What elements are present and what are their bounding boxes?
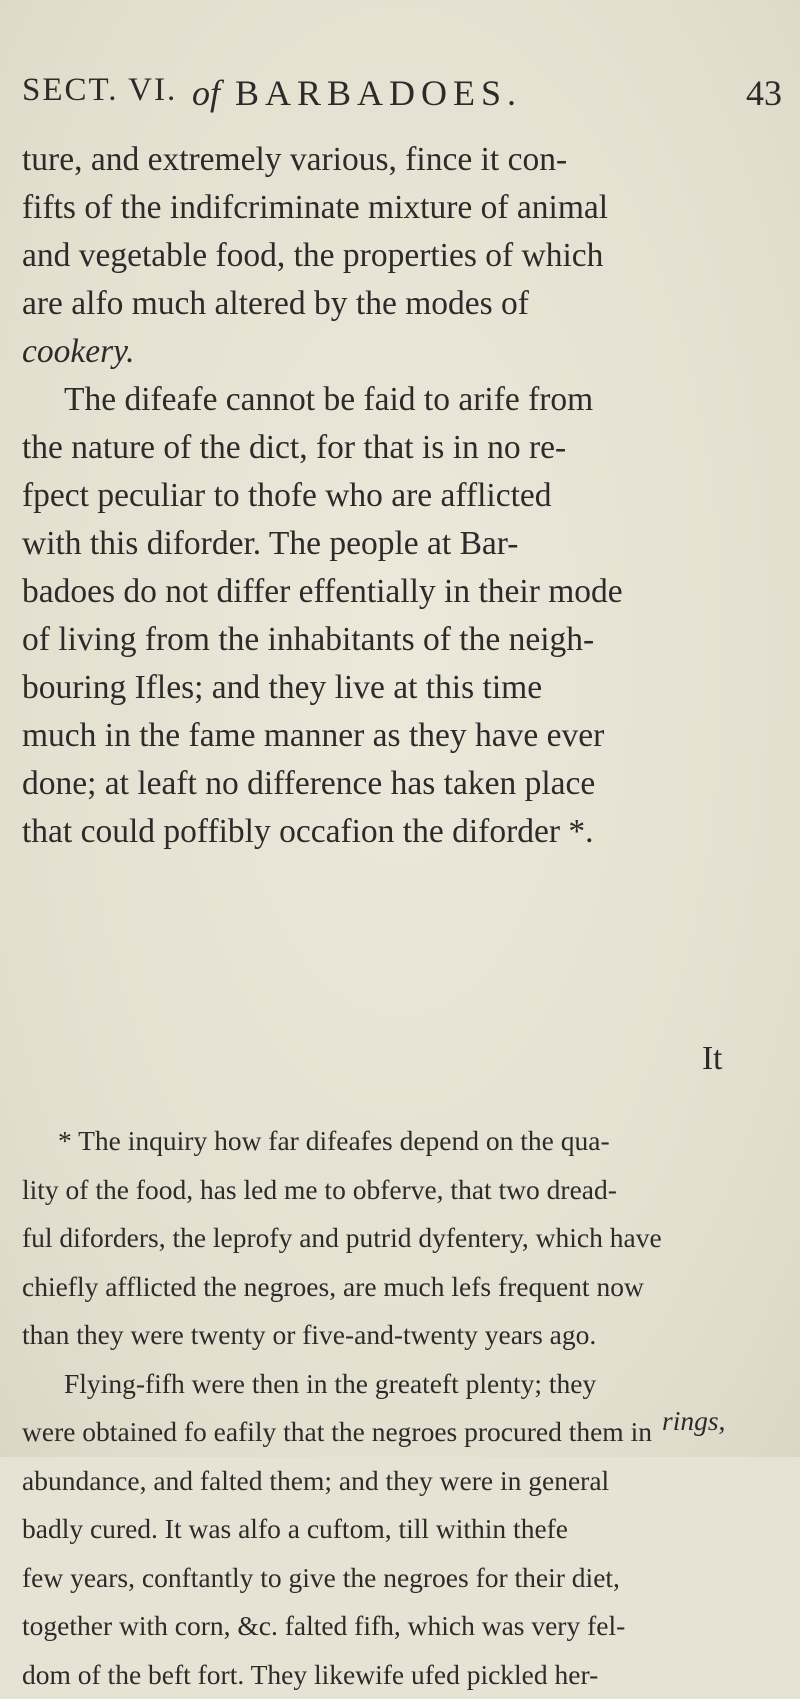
section-label: SECT. VI. [22,72,177,109]
text-line: cookery. [22,328,787,376]
footnote-catchword: rings, [662,1405,725,1437]
text-line: and vegetable food, the properties of which [22,232,787,280]
title-text: BARBADOES. [235,73,522,113]
text-line: with this diforder. The people at Bar- [22,520,787,568]
footnote-line: abundance, and falted them; and they were in general [22,1457,787,1506]
running-header [22,72,782,122]
page-number: 43 [746,72,782,114]
text-line: ture, and extremely various, fince it con- [22,136,787,184]
text-line: that could poffibly occafion the diforder *. [22,808,787,856]
text-line: bouring Ifles; and they live at this time [22,664,787,712]
footnote-line: chiefly afflicted the negroes, are much lefs frequent now [22,1263,787,1312]
footnote-line: lity of the food, has led me to obferve, that two dread- [22,1166,787,1215]
title-prefix: of [192,73,220,113]
text-line: the nature of the dict, for that is in no re- [22,424,787,472]
text-line: The difeafe cannot be faid to arife from [22,376,787,424]
running-title [192,72,522,114]
main-text [22,136,787,856]
text-line: badoes do not differ effentially in their mode [22,568,787,616]
text-line: done; at leaft no difference has taken place [22,760,787,808]
footnote-line: were obtained fo eafily that the negroes procured them in [22,1408,787,1457]
catchword: It [702,1040,722,1078]
footnote-line: dom of the beft fort. They likewife ufed pickled her- [22,1651,787,1699]
footnote-line: * The inquiry how far difeafes depend on the qua- [22,1117,787,1166]
text-line: are alfo much altered by the modes of [22,280,787,328]
footnote-line: together with corn, &c. falted fifh, which was very fel- [22,1602,787,1651]
text-line: of living from the inhabitants of the neigh- [22,616,787,664]
footnote-line: ful diforders, the leprofy and putrid dyfentery, which have [22,1214,787,1263]
footnote-line: few years, conftantly to give the negroes for their diet, [22,1554,787,1603]
text-line: much in the fame manner as they have ever [22,712,787,760]
footnote-line: than they were twenty or five-and-twenty years ago. [22,1311,787,1360]
footnote-line: Flying-fifh were then in the greateft plenty; they [22,1360,787,1409]
footnote-line: badly cured. It was alfo a cuftom, till within thefe [22,1505,787,1554]
text-line: fpect peculiar to thofe who are afflicted [22,472,787,520]
text-line: fifts of the indifcriminate mixture of animal [22,184,787,232]
